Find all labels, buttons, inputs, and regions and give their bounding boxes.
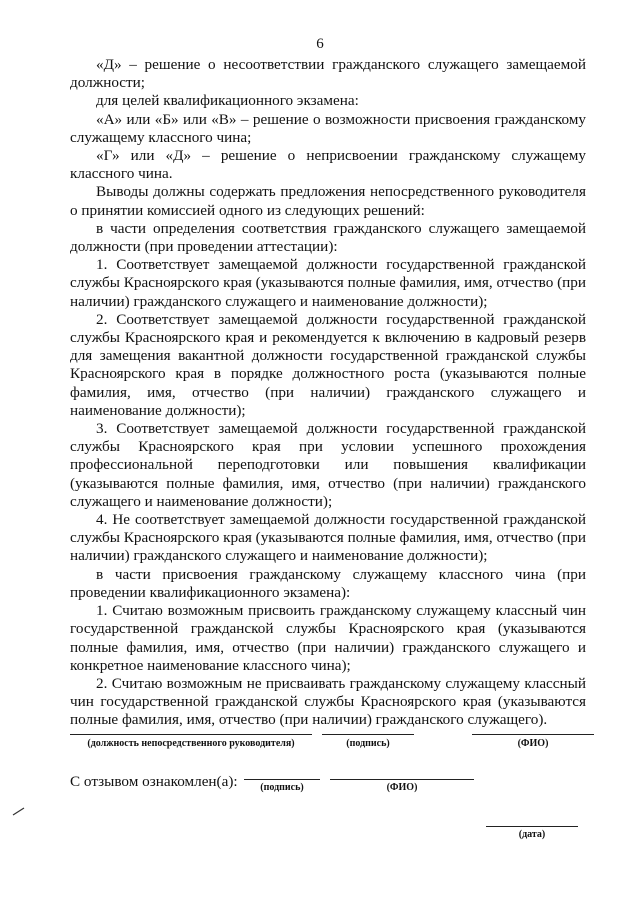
document-body xyxy=(70,56,586,730)
name-caption: (ФИО) xyxy=(517,738,549,749)
ack-name-caption: (ФИО) xyxy=(386,782,418,793)
paragraph-decision-abv: «А» или «Б» или «В» – решение о возможности присвоения гражданскому служащему классного чина; xyxy=(70,110,586,146)
scan-mark xyxy=(12,806,26,816)
signature-line xyxy=(322,734,414,735)
paragraph-attestation-item-1: 1. Соответствует замещаемой должности государственной гражданской службы Красноярского края (указываются полные фамилия, имя, отчество (при наличии) гражданского служащего и наименование должности); xyxy=(70,256,587,310)
ack-signature-line xyxy=(244,779,320,780)
paragraph-exam-heading: в части присвоения гражданскому служащему классного чина (при проведении квалификационного экзамена): xyxy=(70,565,586,601)
paragraph-exam-item-2: 2. Считаю возможным не присваивать гражданскому служащему классный чин государственной гражданской службы Красноярского края (указываются полные фамилия, имя, отчество (при наличии) гражданского служащего). xyxy=(70,674,586,729)
paragraph-attestation-heading: в части определения соответствия гражданского служащего замещаемой должности (при проведении аттестации): xyxy=(70,219,586,256)
paragraph-exam-purpose: для целей квалификационного экзамена: xyxy=(96,92,359,110)
name-line xyxy=(472,734,594,735)
paragraph-attestation-item-4: 4. Не соответствует замещаемой должности государственной гражданской службы Красноярского края (указываются полные фамилия, имя, отчество (при наличии) гражданского служащего и наименование должности); xyxy=(70,511,587,565)
position-caption: (должность непосредственного руководителя) xyxy=(87,738,295,749)
ack-signature-caption: (подпись) xyxy=(260,782,304,793)
page-number: 6 xyxy=(316,36,324,52)
paragraph-exam-item-1: 1. Считаю возможным присвоить гражданскому служащему классный чин государственной гражданской службы Красноярского края (указываются полные фамилия, имя, отчество (при наличии) гражданского служащего и конкретное наименование классного чина); xyxy=(70,602,586,674)
paragraph-decision-gd: «Г» или «Д» – решение о неприсвоении гражданскому служащему классного чина. xyxy=(70,147,586,183)
paragraph-attestation-item-2: 2. Соответствует замещаемой должности государственной гражданской службы Красноярского края и рекомендуется к включению в кадровый резерв для замещения вакантной должности государственной гражданской службы Красноярского края в порядке должностного роста (указываются полные фамилия, имя, отчество (при наличии) гражданского служащего и наименование должности); xyxy=(70,310,586,419)
paragraph-decision-d: «Д» – решение о несоответствии гражданского служащего замещаемой должности; xyxy=(70,56,586,92)
position-line xyxy=(70,734,312,735)
date-line xyxy=(486,826,578,827)
acknowledgement-label: С отзывом ознакомлен(а): xyxy=(70,773,238,790)
paragraph-conclusions: Выводы должны содержать предложения непосредственного руководителя о принятии комиссией одного из следующих решений: xyxy=(70,183,586,219)
paragraph-attestation-item-3: 3. Соответствует замещаемой должности государственной гражданской службы Красноярского края при условии успешного прохождения профессиональной переподготовки или повышения квалификации (указываются полные фамилия, имя, отчество (при наличии) гражданского служащего и наименование должности); xyxy=(70,420,586,510)
date-caption: (дата) xyxy=(518,829,546,840)
signature-caption: (подпись) xyxy=(346,738,390,749)
ack-name-line xyxy=(330,779,474,780)
